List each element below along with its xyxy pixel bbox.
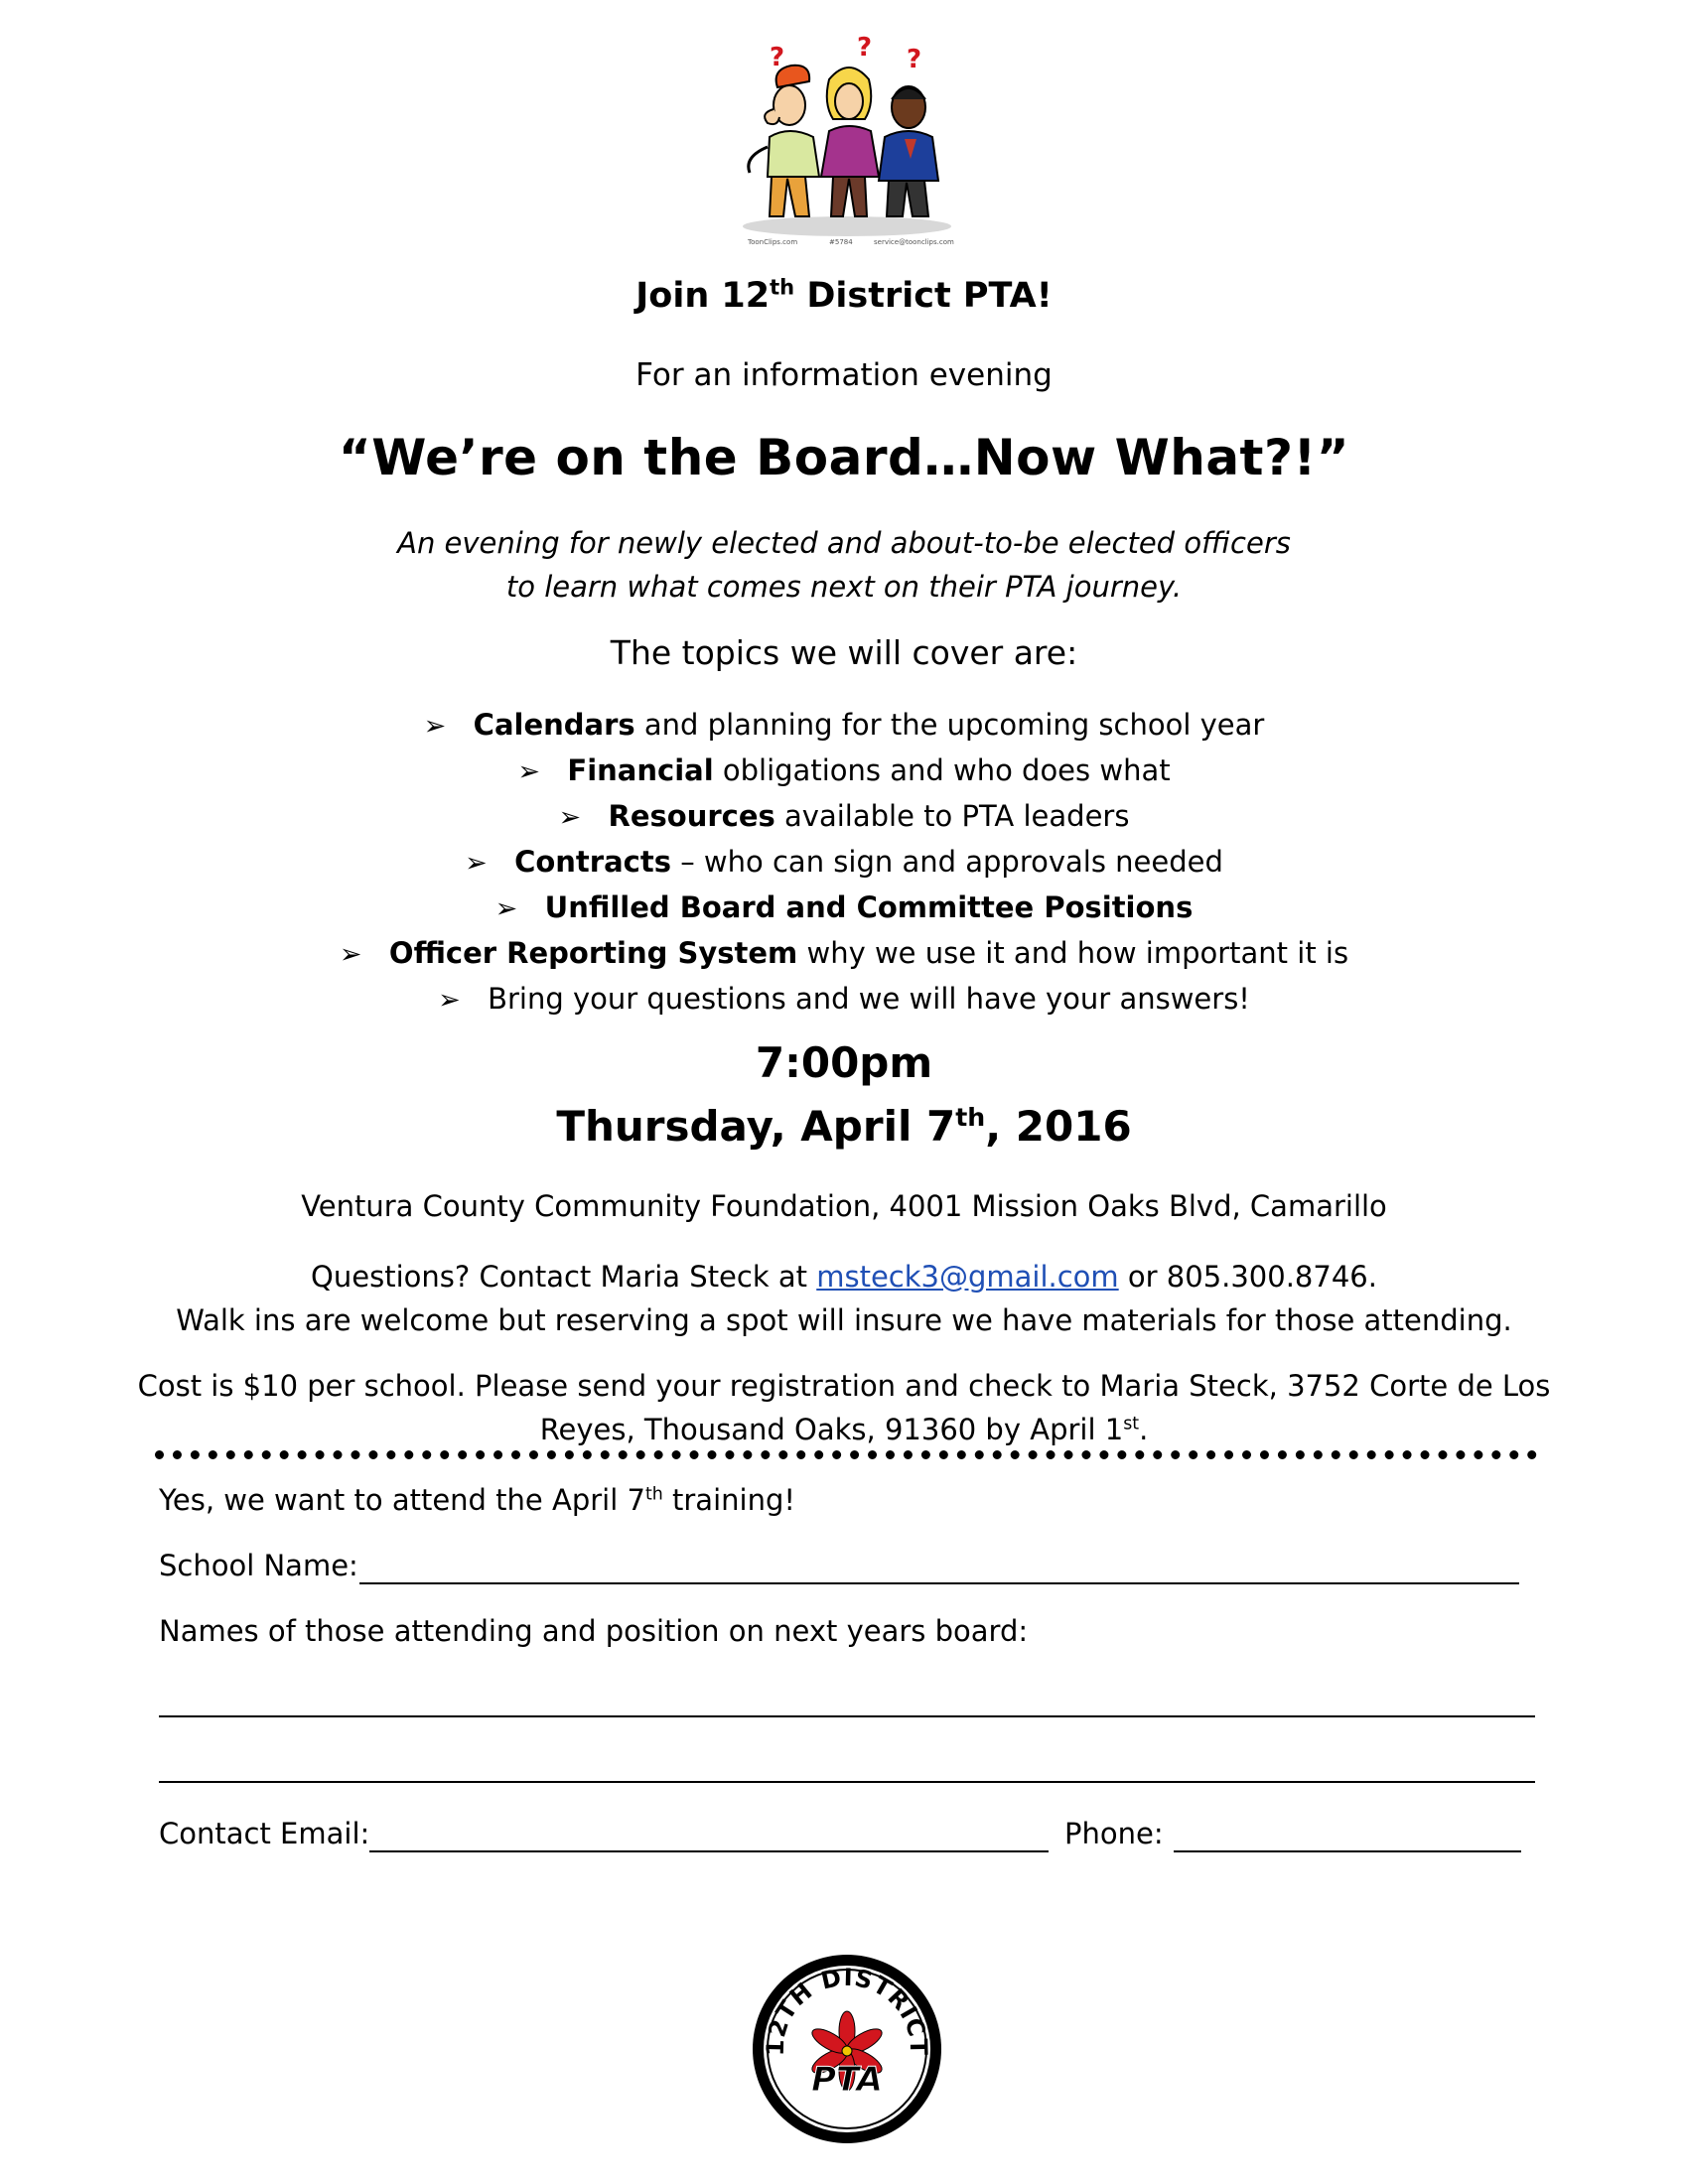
confused-people-clipart bbox=[730, 28, 963, 251]
tagline-line-2: to learn what comes next on their PTA journey. bbox=[505, 570, 1183, 604]
arrow-bullet-icon: ➢ bbox=[494, 893, 518, 924]
contact-email-link[interactable]: msteck3@gmail.com bbox=[816, 1260, 1119, 1294]
topics-heading: The topics we will cover are: bbox=[610, 633, 1078, 672]
clipart-caption-left: ToonClips.com bbox=[748, 238, 798, 246]
walkins-note: Walk ins are welcome but reserving a spot will insure we have materials for those attending. bbox=[176, 1303, 1512, 1337]
phone-field[interactable] bbox=[1174, 1850, 1521, 1852]
contact-info bbox=[0, 1255, 1688, 1342]
arrow-bullet-icon: ➢ bbox=[438, 985, 461, 1016]
topic-item: ➢ Bring your questions and we will have your answers! bbox=[0, 977, 1688, 1023]
school-name-field[interactable] bbox=[359, 1582, 1519, 1584]
event-time: 7:00pm bbox=[755, 1038, 933, 1087]
phone-label: Phone: bbox=[1064, 1817, 1164, 1850]
svg-text:12TH DISTRICT: 12TH DISTRICT bbox=[761, 1963, 933, 2057]
cut-line-divider bbox=[155, 1450, 1537, 1459]
event-venue: Ventura County Community Foundation, 4001 Mission Oaks Blvd, Camarillo bbox=[301, 1189, 1387, 1223]
topic-item: ➢ Unfilled Board and Committee Positions bbox=[0, 886, 1688, 931]
arrow-bullet-icon: ➢ bbox=[517, 756, 541, 787]
svg-text:?: ? bbox=[907, 45, 922, 74]
topic-item: ➢ Resources available to PTA leaders bbox=[0, 794, 1688, 840]
topic-item: ➢ Calendars and planning for the upcoming school year bbox=[0, 703, 1688, 749]
clipart-caption-middle: #5784 bbox=[829, 238, 853, 246]
school-name-label: School Name: bbox=[159, 1549, 358, 1582]
event-tagline bbox=[0, 521, 1688, 609]
svg-text:?: ? bbox=[857, 33, 873, 63]
topic-item: ➢ Officer Reporting System why we use it and how important it is bbox=[0, 931, 1688, 977]
arrow-bullet-icon: ➢ bbox=[558, 802, 582, 833]
attend-confirmation: Yes, we want to attend the April 7th training! bbox=[159, 1483, 795, 1517]
attendees-field-line-1[interactable] bbox=[159, 1715, 1535, 1717]
pta-district-seal-logo bbox=[750, 1952, 944, 2146]
topics-list bbox=[0, 703, 1688, 1023]
contact-email-label: Contact Email: bbox=[159, 1817, 370, 1850]
tagline-line-1: An evening for newly elected and about-to-be elected officers bbox=[397, 526, 1291, 560]
topic-item: ➢ Financial obligations and who does what bbox=[0, 749, 1688, 794]
topic-item: ➢ Contracts – who can sign and approvals needed bbox=[0, 840, 1688, 886]
svg-text:PTA: PTA bbox=[811, 2060, 883, 2100]
attendees-field-line-2[interactable] bbox=[159, 1781, 1535, 1783]
contact-email-field[interactable] bbox=[369, 1850, 1049, 1852]
svg-text:?: ? bbox=[770, 43, 785, 72]
contact-line: Questions? Contact Maria Steck at msteck3@gmail.com or 805.300.8746. bbox=[311, 1260, 1377, 1294]
intro-text: For an information evening bbox=[635, 357, 1053, 393]
event-date: Thursday, April 7th, 2016 bbox=[556, 1102, 1132, 1151]
cost-info bbox=[0, 1364, 1688, 1451]
arrow-bullet-icon: ➢ bbox=[423, 711, 447, 742]
cost-line-2: Reyes, Thousand Oaks, 91360 by April 1st. bbox=[539, 1413, 1149, 1446]
clipart-caption-right: service@toonclips.com bbox=[874, 238, 954, 246]
attendees-label: Names of those attending and position on next years board: bbox=[159, 1614, 1029, 1648]
arrow-bullet-icon: ➢ bbox=[339, 939, 362, 970]
arrow-bullet-icon: ➢ bbox=[465, 848, 488, 879]
join-heading: Join 12th District PTA! bbox=[635, 275, 1053, 316]
cost-line-1: Cost is $10 per school. Please send your registration and check to Maria Steck, 3752 Corte de Los bbox=[137, 1369, 1551, 1403]
event-headline: “We’re on the Board…Now What?!” bbox=[338, 429, 1350, 486]
